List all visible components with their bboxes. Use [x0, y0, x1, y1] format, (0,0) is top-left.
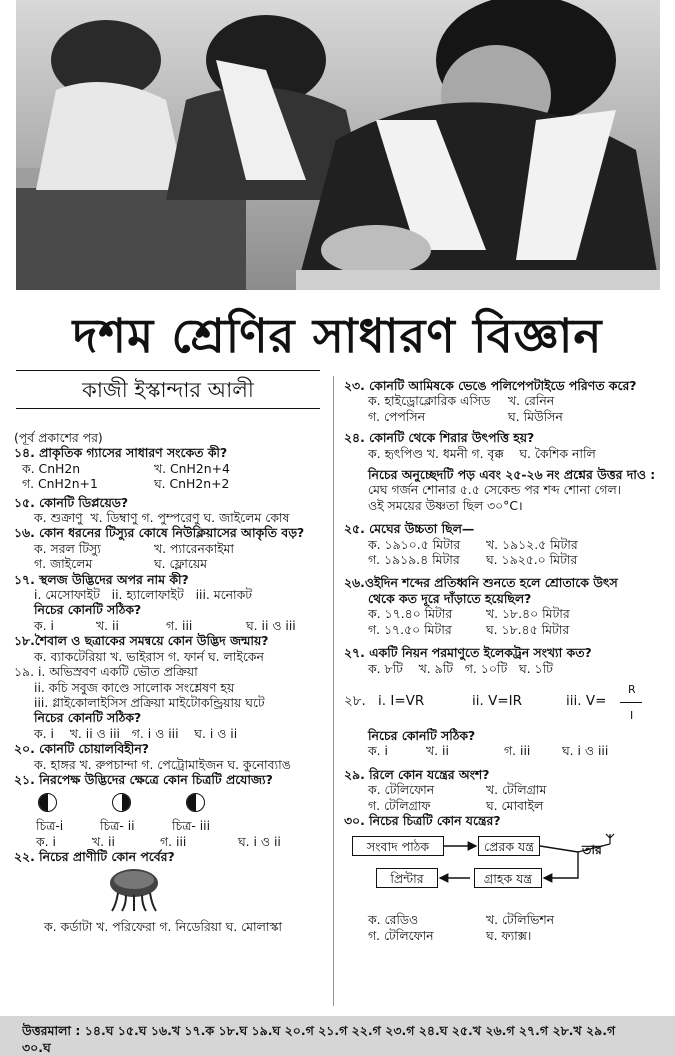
option: ক. হাইড্রোক্লোরিক এসিড — [368, 393, 491, 409]
option: ক. রেডিও — [368, 912, 419, 928]
article-title: দশম শ্রেণির সাধারণ বিজ্ঞান — [72, 309, 603, 364]
question-26-options — [344, 606, 664, 621]
statement-ii: ii. V=IR — [472, 692, 522, 709]
author-top-rule — [16, 370, 320, 371]
question-14-options — [14, 461, 324, 476]
option: খ. ১৮.৪০ মিটার — [486, 606, 570, 622]
question-28-options — [344, 743, 664, 758]
figure-label: চিত্র- iii — [172, 818, 211, 834]
option: ঘ. ফ্লোয়েম — [154, 556, 208, 572]
question-19: ১৯. i. অভিস্রবণ একটি ভৌত প্রক্রিয়া — [14, 664, 198, 680]
option: গ. ১৯১৯.৪ মিটার — [368, 552, 460, 568]
question-17-prompt: নিচের কোনটি সঠিক? — [34, 602, 142, 618]
option: খ. টেলিগ্রাম — [486, 782, 547, 798]
figure-iii — [186, 793, 205, 812]
question-18-options: ক. ব্যাকটেরিয়া খ. ভাইরাস গ. ফার্ন ঘ. লাইকেন — [34, 648, 264, 664]
question-30: ৩০. নিচের চিত্রটি কোন যন্ত্রের? — [344, 812, 501, 828]
question-14: ১৪. প্রাকৃতিক গ্যাসের সাধারণ সংকেত কী? — [14, 445, 228, 461]
question-14-options — [14, 476, 324, 491]
question-22: ২২. নিচের প্রাণীটি কোন পর্বের? — [14, 849, 175, 865]
option: খ. ১৯১২.৫ মিটার — [486, 536, 578, 552]
option: খ. ii — [92, 833, 115, 849]
jellyfish-icon — [104, 865, 164, 913]
news-reader-box: সংবাদ পাঠক — [352, 836, 444, 856]
column-divider — [333, 376, 334, 1006]
figure-label: চিত্র- ii — [100, 818, 135, 834]
question-26-continued: থেকে কত দূরে দাঁড়াতে হয়েছিল? — [368, 590, 532, 606]
option: ক. i — [368, 743, 388, 759]
question-20-options: ক. হাঙ্গর খ. রুপচান্দা গ. পেট্রোমাইজন ঘ. কুনোব্যাঙ — [34, 756, 291, 772]
option: গ. ১৭.৫০ মিটার — [368, 621, 452, 637]
option: ঘ. ii ও iii — [246, 617, 296, 633]
printer-box: প্রিন্টার — [376, 868, 438, 888]
question-20: ২০. কোনটি চোয়ালবিহীন? — [14, 741, 149, 757]
option: গ. iii — [166, 617, 193, 633]
author-name: কাজী ইস্কান্দার আলী — [82, 378, 254, 402]
figure-ii — [112, 793, 186, 812]
question-19-options: ক. i খ. ii ও iii গ. i ও iii ঘ. i ও ii — [34, 725, 238, 741]
question-16-options — [14, 556, 324, 571]
option: খ. রেনিন — [508, 393, 555, 409]
question-28-number: ২৮. — [344, 692, 366, 709]
circle-half-dark-icon — [38, 793, 57, 812]
question-24: ২৪. কোনটি থেকে শিরার উৎপত্তি হয়? — [344, 430, 535, 446]
question-19-statement-iii: iii. গ্লাইকোলাইসিস প্রক্রিয়া মাইটোকন্ড্রিয়ায় ঘটে — [34, 694, 265, 710]
option: খ. CnH2n+4 — [154, 460, 230, 476]
question-17: ১৭. স্থলজ উদ্ভিদের অপর নাম কী? — [14, 571, 189, 587]
figure-i — [38, 793, 112, 812]
option: গ. টেলিগ্রাফ — [368, 797, 431, 813]
question-15-options: ক. শুক্রাণু খ. ডিম্বাণু গ. পুম্পরেণু ঘ. জাইলেম কোষ — [34, 510, 290, 526]
option: ক. CnH2n — [22, 460, 81, 476]
question-19-statement-ii: ii. কচি সবুজ কাণ্ডে সালোক সংশ্লেষণ হয় — [34, 679, 235, 695]
question-25: ২৫. মেঘের উচ্চতা ছিল— — [344, 521, 475, 537]
option: খ. ii — [96, 617, 119, 633]
author-bottom-rule — [16, 408, 320, 409]
option: ক. ১৭.৪০ মিটার — [368, 606, 453, 622]
question-18: ১৮.শৈবাল ও ছত্রাকের সমন্বয়ে কোন উদ্ভিদ জন্মায়? — [14, 633, 269, 649]
question-28 — [344, 682, 664, 724]
question-17-options — [14, 618, 324, 633]
question-19-prompt: নিচের কোনটি সঠিক? — [34, 710, 142, 726]
option: খ. প্যারেনকাইমা — [154, 540, 234, 556]
question-21-figure-labels — [14, 818, 324, 833]
question-28-prompt: নিচের কোনটি সঠিক? — [368, 727, 476, 743]
passage-instruction: নিচের অনুচ্ছেদটি পড় এবং ২৫-২৬ নং প্রশ্নের উত্তর দাও : — [368, 467, 656, 483]
option: ঘ. ১৯২৫.০ মিটার — [486, 552, 578, 568]
question-29: ২৯. রিলে কোন যন্ত্রের অংশ? — [344, 766, 490, 782]
question-27-options: ক. ৮টি খ. ৯টি গ. ১০টি ঘ. ১টি — [368, 660, 553, 676]
option: গ. CnH2n+1 — [22, 476, 98, 492]
option: ঘ. CnH2n+2 — [154, 476, 230, 492]
option: ক. i — [36, 833, 56, 849]
question-29-options — [344, 798, 664, 813]
option: ঘ. মোবাইল — [486, 797, 544, 813]
option: গ. টেলিফোন — [368, 927, 434, 943]
question-21-figures — [14, 793, 324, 812]
passage-text: ওই সময়ের উষ্ণতা ছিল ৩০°C। — [368, 497, 523, 513]
option: ঘ. মিউসিন — [508, 408, 563, 424]
answer-key-line: উত্তরমালা : ১৪.ঘ ১৫.ঘ ১৬.খ ১৭.ক ১৮.ঘ ১৯.ঘ ২০.গ ২১.গ ২২.গ ২৩.গ ২৪.ঘ ২৫.খ ২৬.গ ২৭.গ ২৮.খ ২৯.গ — [22, 1023, 616, 1038]
question-25-options — [344, 552, 664, 567]
question-16-options — [14, 541, 324, 556]
passage-text: মেঘ গর্জন শোনার ৫.৫ সেকেন্ড পর শব্দ শোনা গেল। — [368, 482, 622, 498]
question-23-options — [344, 409, 664, 424]
option: ক. টেলিফোন — [368, 782, 435, 798]
receiver-box: গ্রাহক যন্ত্র — [474, 868, 542, 888]
option: ঘ. ১৮.৪৫ মিটার — [486, 621, 570, 637]
question-21-options — [14, 834, 324, 849]
statement-i: i. I=VR — [378, 692, 425, 709]
question-26: ২৬.ওইদিন শব্দের প্রতিধ্বনি শুনতে হলে শ্রোতাকে উৎস — [344, 575, 618, 591]
option: গ. iii — [504, 743, 531, 759]
question-26-options — [344, 622, 664, 637]
question-29-options — [344, 782, 664, 797]
question-21: ২১. নিরপেক্ষ উদ্ভিদের ক্ষেত্রে কোন চিত্রটি প্রযোজ্য? — [14, 771, 273, 787]
fraction-denominator: I — [630, 708, 634, 722]
option: ঘ. i ও ii — [238, 833, 281, 849]
fraction-bar — [620, 702, 642, 703]
question-23-options — [344, 393, 664, 408]
option: গ. পেপসিন — [368, 408, 425, 424]
wire-label: তার — [582, 842, 602, 858]
question-30-options — [344, 928, 664, 943]
animal-figure — [14, 865, 324, 915]
fraction-numerator: R — [628, 682, 636, 696]
option: ঘ. i ও iii — [562, 743, 609, 759]
question-30-options — [344, 912, 664, 927]
telegraph-diagram — [344, 832, 664, 896]
question-23: ২৩. কোনটি আমিষকে ভেঙে পলিপেপটাইডে পরিণত করে? — [344, 378, 637, 393]
option: ক. i — [34, 617, 54, 633]
question-24-options: ক. হৃৎপিণ্ড খ. ধমনী গ. বৃক্ক ঘ. কৈশিক নালি — [368, 445, 596, 461]
left-column — [14, 430, 324, 934]
question-16: ১৬. কোন ধরনের টিস্যুর কোষে নিউক্লিয়াসের আকৃতি বড়? — [14, 525, 305, 541]
answer-key-line: ৩০.ঘ — [22, 1040, 51, 1055]
continued-note: (পূর্ব প্রকাশের পর) — [14, 430, 103, 445]
question-22-options: ক. কর্ডাটা খ. পরিফেরা গ. নিডেরিয়া ঘ. মোলাস্কা — [44, 918, 282, 934]
statement-iii: iii. V= — [566, 692, 607, 709]
option: ক. সরল টিস্যু — [34, 540, 101, 556]
option: খ. টেলিভিশন — [486, 912, 555, 928]
figure-label: চিত্র-i — [36, 818, 64, 834]
question-27: ২৭. একটি নিয়ন পরমাণুতে ইলেকট্রন সংখ্যা কত? — [344, 645, 592, 661]
answer-key — [0, 1016, 675, 1056]
option: গ. iii — [160, 833, 187, 849]
circle-half-dark-icon — [112, 793, 131, 812]
question-15: ১৫. কোনটি ডিপ্লয়েড? — [14, 494, 129, 510]
students-exam-photo — [16, 0, 660, 290]
option: ক. ১৯১০.৫ মিটার — [368, 536, 461, 552]
question-25-options — [344, 537, 664, 552]
option: গ. জাইলেম — [34, 556, 93, 572]
circle-half-dark-icon — [186, 793, 205, 812]
question-17-statements: i. মেসোফাইট ii. হ্যালোফাইট iii. মনোকট — [34, 587, 253, 603]
right-column — [344, 378, 664, 943]
option: খ. ii — [426, 743, 449, 759]
option: ঘ. ফ্যাক্স। — [486, 927, 532, 943]
transmitter-box: প্রেরক যন্ত্র — [478, 836, 540, 856]
